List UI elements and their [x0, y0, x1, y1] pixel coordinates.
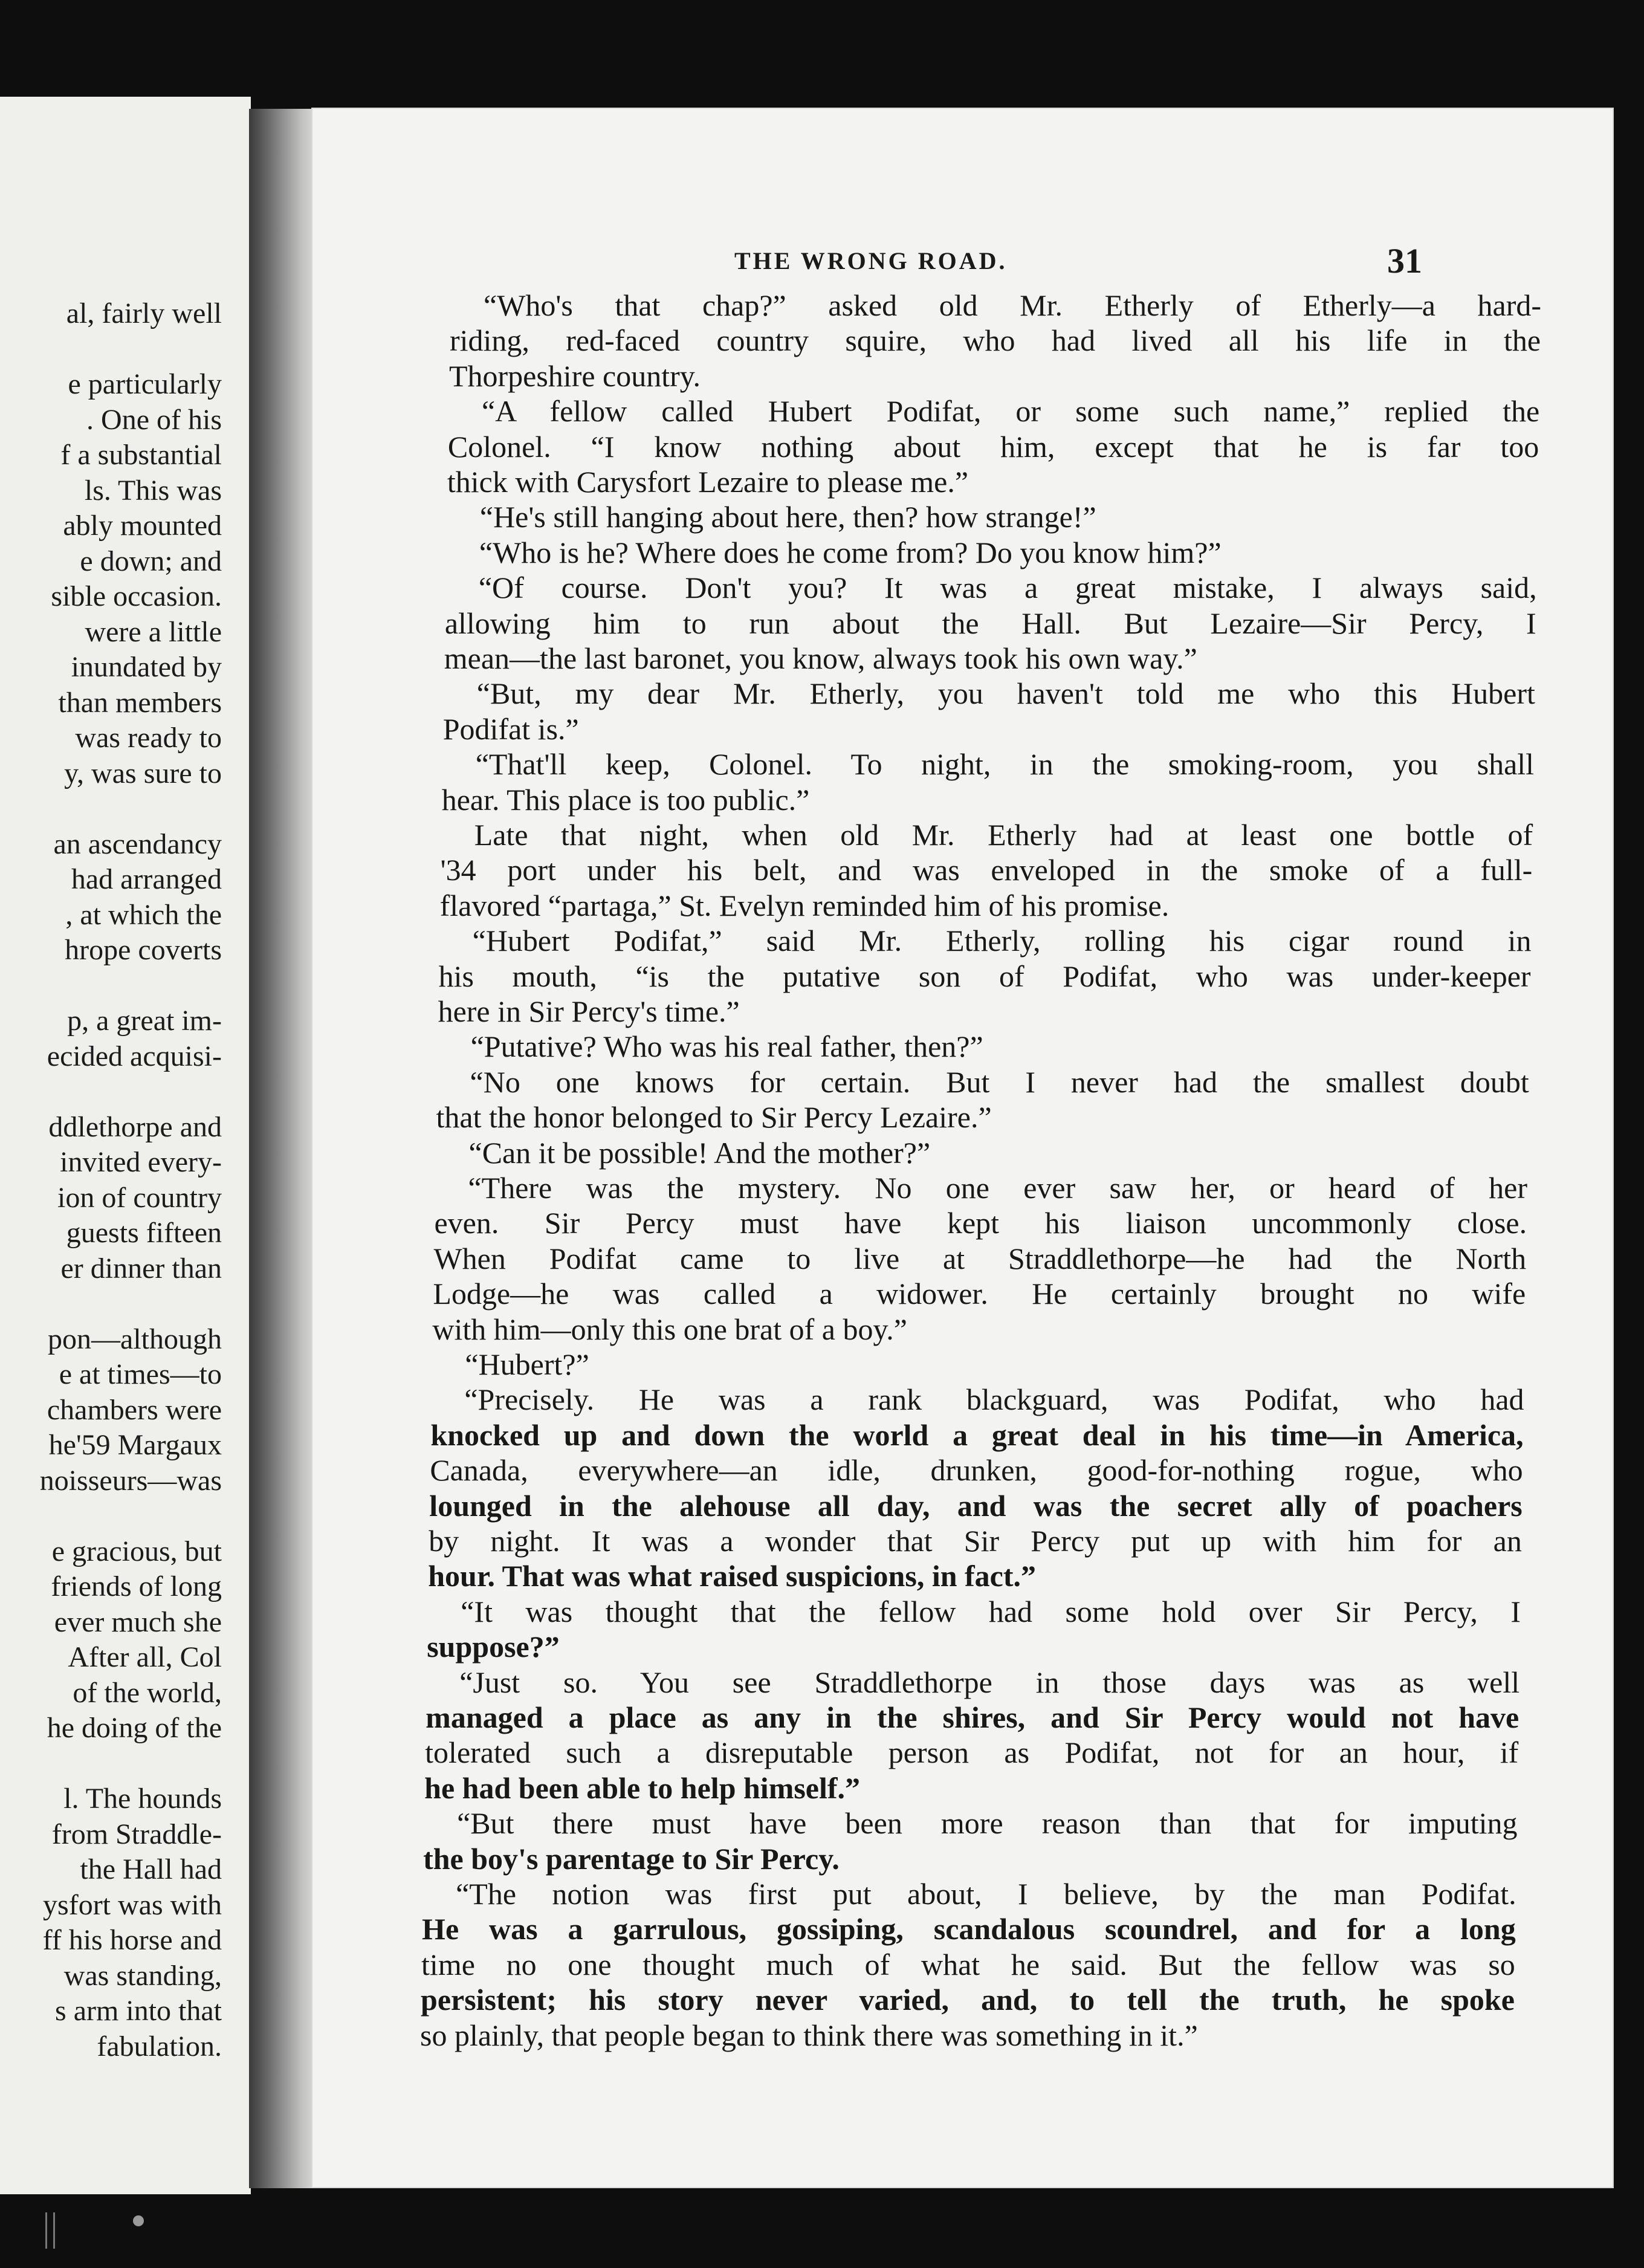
left-page-line: ysfort was with	[43, 1888, 222, 1921]
left-page-line: guests fifteen	[66, 1217, 222, 1249]
body-line: Late that night, when old Mr. Etherly had at least one bottle of	[474, 818, 1533, 852]
body-line: “Just so. You see Straddlethorpe in those days was as well	[459, 1665, 1520, 1699]
body-line: “The notion was first put about, I believe, by the man Podifat.	[456, 1877, 1516, 1911]
left-page-line: ably mounted	[63, 510, 222, 542]
body-line: He was a garrulous, gossiping, scandalous scoundrel, and for a long	[422, 1912, 1516, 1946]
left-page-line: he'59 Margaux	[48, 1429, 222, 1461]
body-line: Podifat is.”	[442, 711, 579, 746]
left-page-line: from Straddle-	[51, 1818, 222, 1850]
left-page-gap	[0, 1498, 222, 1534]
edge-dot	[133, 2215, 144, 2226]
left-page-line: e down; and	[80, 545, 222, 577]
body-line: his mouth, “is the putative son of Podifat, who was under-keeper	[438, 959, 1531, 993]
left-page-line: ddlethorpe and	[48, 1110, 222, 1143]
left-page-line: ecided acquisi-	[47, 1040, 222, 1072]
left-page-line: f a substantial	[60, 439, 222, 471]
body-line: knocked up and down the world a great deal in his time—in America,	[430, 1418, 1524, 1452]
body-line: “Of course. Don't you? It was a great mistake, I always said,	[478, 571, 1537, 605]
left-page-gap	[0, 1746, 222, 1782]
body-line: suppose?”	[427, 1630, 560, 1664]
body-line: Thorpeshire country.	[448, 358, 701, 393]
left-page-line: . One of his	[86, 403, 222, 436]
left-page-line: an ascendancy	[53, 828, 222, 860]
body-line: thick with Carysfort Lezaire to please me.”	[447, 465, 969, 499]
body-line: '34 port under his belt, and was enveloped in the smoke of a full-	[440, 853, 1533, 887]
left-page-line: pon—although	[48, 1323, 222, 1355]
left-page-line: he doing of the	[47, 1712, 222, 1744]
left-page-gap	[0, 1286, 222, 1322]
left-page-line: ff his horse and	[42, 1924, 222, 1956]
body-line: “It was thought that the fellow had some hold over Sir Percy, I	[461, 1594, 1521, 1628]
body-line: Colonel. “I know nothing about him, except that he is far too	[447, 429, 1539, 464]
left-page-gap	[0, 332, 222, 368]
page-body-text	[311, 108, 1614, 2188]
body-line: by night. It was a wonder that Sir Percy put up with him for an	[429, 1524, 1522, 1558]
body-line: mean—the last baronet, you know, always took his own way.”	[444, 641, 1197, 675]
body-line: with him—only this one brat of a boy.”	[432, 1312, 907, 1346]
left-page-line: ls. This was	[84, 474, 222, 507]
body-line: he had been able to help himself.”	[424, 1771, 861, 1805]
left-page-line: chambers were	[47, 1393, 222, 1426]
left-page-line: the Hall had	[80, 1853, 222, 1885]
left-page-line: of the world,	[73, 1676, 222, 1709]
running-head: THE WRONG ROAD.	[734, 247, 1008, 274]
left-page-line: friends of long	[51, 1570, 222, 1602]
left-page-line: e gracious, but	[51, 1535, 222, 1567]
left-page-line: After all, Col	[68, 1641, 222, 1673]
body-line: time no one thought much of what he said. But the fellow was so	[421, 1947, 1515, 1981]
left-page-line: hrope coverts	[65, 934, 222, 966]
body-line: flavored “partaga,” St. Evelyn reminded him of his promise.	[439, 888, 1170, 922]
left-page-line: was ready to	[75, 722, 222, 754]
body-line: persistent; his story never varied, and, to tell the truth, he spoke	[421, 1983, 1515, 2017]
body-line: that the honor belonged to Sir Percy Lezaire.”	[436, 1100, 992, 1135]
left-page-line: ion of country	[57, 1181, 222, 1214]
left-page-line: y, was sure to	[64, 757, 222, 789]
edge-mark	[45, 2212, 55, 2249]
body-line: “That'll keep, Colonel. To night, in the smoking-room, you shall	[475, 747, 1535, 782]
body-line: managed a place as any in the shires, and Sir Percy would not have	[426, 1700, 1519, 1734]
left-page-line: noisseurs—was	[39, 1464, 222, 1497]
body-line: here in Sir Percy's time.”	[438, 994, 740, 1028]
body-line: “He's still hanging about here, then? how strange!”	[479, 500, 1096, 534]
body-line: tolerated such a disreputable person as Podifat, not for an hour, if	[425, 1735, 1519, 1770]
left-page-text	[0, 296, 222, 2064]
body-line: even. Sir Percy must have kept his liaison uncommonly close.	[434, 1206, 1527, 1240]
body-line: “But, my dear Mr. Etherly, you haven't told me who this Hubert	[476, 676, 1535, 711]
body-line: hear. This place is too public.”	[441, 782, 810, 817]
body-line: allowing him to run about the Hall. But Lezaire—Sir Percy, I	[444, 606, 1536, 640]
body-line: “Putative? Who was his real father, then?”	[470, 1029, 983, 1064]
left-page-line: was standing,	[63, 1959, 222, 1992]
left-page-line: sible occasion.	[51, 580, 222, 612]
left-page-line: inundated by	[71, 651, 222, 683]
left-page-line: were a little	[85, 615, 222, 648]
left-page	[0, 97, 251, 2194]
body-line: When Podifat came to live at Straddlethorpe—he had the North	[433, 1241, 1527, 1275]
left-page-line: ever much she	[54, 1605, 222, 1638]
left-page-gap	[0, 791, 222, 827]
body-line: the boy's parentage to Sir Percy.	[423, 1841, 840, 1876]
left-page-line: invited every-	[60, 1146, 222, 1178]
body-line: “Hubert?”	[465, 1347, 589, 1381]
left-page-gap	[0, 968, 222, 1004]
left-page-line: e at times—to	[59, 1358, 222, 1390]
body-line: “But there must have been more reason than that for imputing	[457, 1806, 1518, 1841]
left-page-line: e particularly	[68, 368, 222, 400]
left-page-line: than members	[58, 686, 222, 719]
body-line: “Precisely. He was a rank blackguard, was Podifat, who had	[464, 1382, 1524, 1417]
body-line: riding, red-faced country squire, who had lived all his life in the	[449, 323, 1541, 358]
page-gutter	[249, 109, 322, 2188]
body-line: hour. That was what raised suspicions, in fact.”	[428, 1559, 1037, 1593]
body-line: so plainly, that people began to think there was something in it.”	[420, 2018, 1198, 2052]
body-line: “No one knows for certain. But I never had the smallest doubt	[470, 1064, 1529, 1099]
body-line: “There was the mystery. No one ever saw her, or heard of her	[468, 1171, 1528, 1205]
body-line: “Can it be possible! And the mother?”	[468, 1135, 931, 1170]
page-number: 31	[1387, 241, 1422, 280]
body-line: “Hubert Podifat,” said Mr. Etherly, rolling his cigar round in	[472, 924, 1532, 958]
body-line: Canada, everywhere—an idle, drunken, good-for-nothing rogue, who	[430, 1453, 1523, 1488]
left-page-line: had arranged	[71, 863, 222, 895]
body-line: lounged in the alehouse all day, and was the secret ally of poachers	[429, 1488, 1523, 1523]
right-page	[311, 108, 1614, 2188]
left-page-line: p, a great im-	[67, 1005, 222, 1037]
body-line: “A fellow called Hubert Podifat, or some such name,” replied the	[481, 394, 1540, 429]
body-line: “Who is he? Where does he come from? Do you know him?”	[479, 535, 1222, 569]
left-page-line: , at which the	[65, 898, 222, 931]
left-page-line: s arm into that	[55, 1995, 222, 2027]
left-page-line: al, fairly well	[66, 297, 222, 329]
left-page-line: er dinner than	[60, 1252, 222, 1285]
left-page-gap	[0, 1074, 222, 1110]
body-line: Lodge—he was called a widower. He certainly brought no wife	[433, 1277, 1526, 1311]
body-line: “Who's that chap?” asked old Mr. Etherly of Etherly—a hard-	[484, 288, 1541, 322]
left-page-line: fabulation.	[97, 2030, 222, 2062]
left-page-line: l. The hounds	[63, 1783, 222, 1815]
